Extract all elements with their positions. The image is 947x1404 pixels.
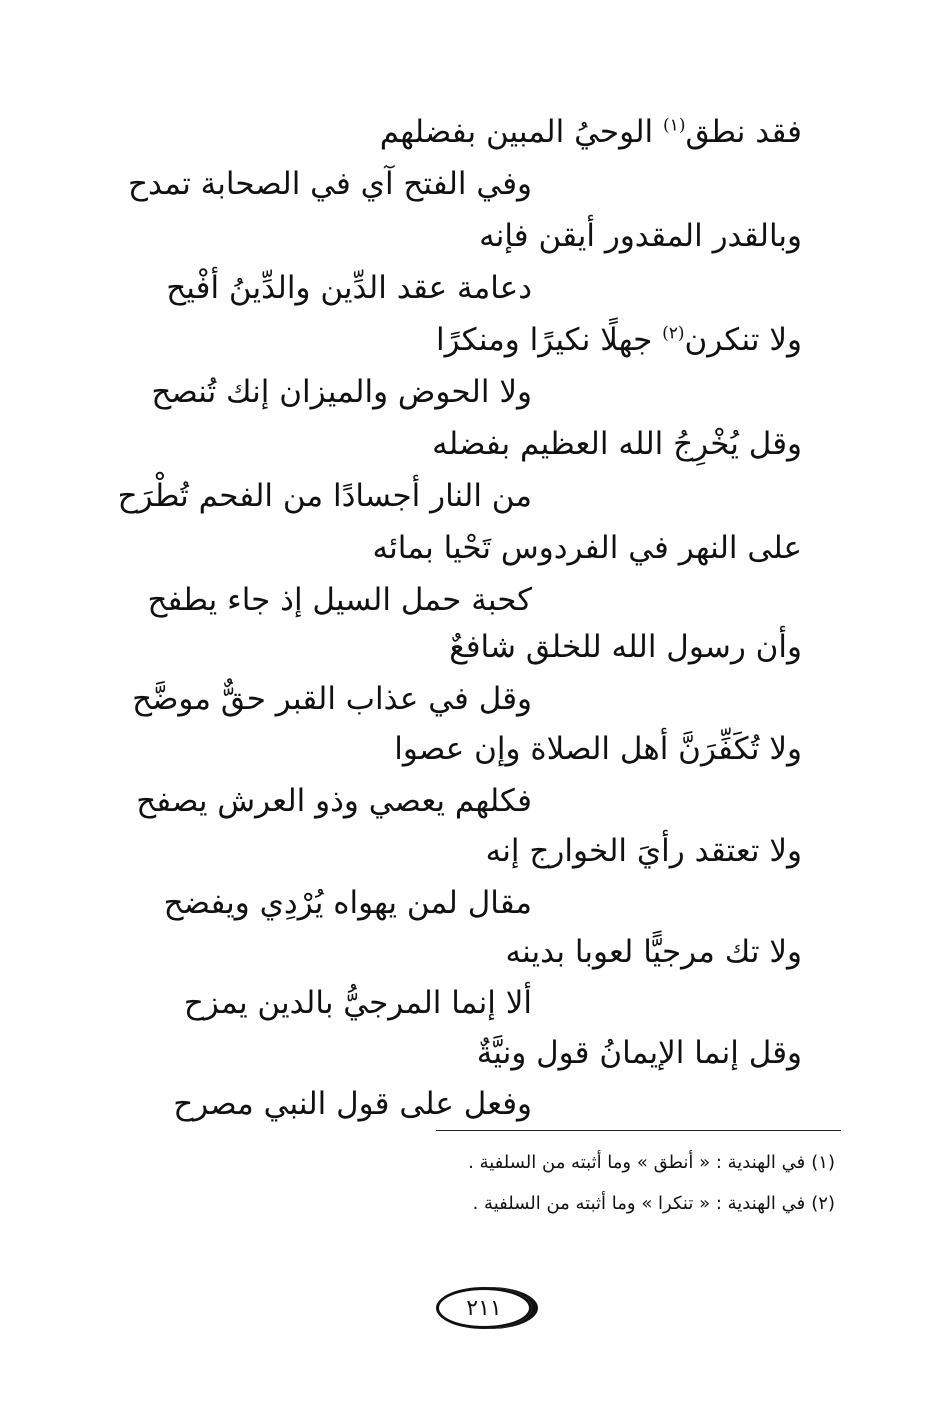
verse-line-4 [166, 268, 532, 308]
verse-text: وفي الفتح آي في الصحابة تمدح [127, 166, 532, 202]
footnote-1 [468, 1150, 835, 1176]
verse-text: ولا تك مرجيًّا لعوبا بدينه [505, 934, 802, 970]
verse-line-2 [128, 164, 532, 204]
verse-text: كحبة حمل السيل إذ جاء يطفح [147, 582, 532, 618]
verse-line-10 [148, 580, 532, 620]
footnote-marker-1: (١) [663, 115, 686, 136]
footnote-divider [436, 1130, 841, 1131]
footnote-text: في الهندية : « تنكرا » وما أثبته من السلفية . [472, 1193, 806, 1214]
verse-line-5 [436, 320, 802, 360]
verse-text: وقل إنما الإيمانُ قول ونيَّةٌ [476, 1035, 802, 1071]
verse-text: فقد نطق [685, 114, 802, 150]
verse-line-16 [164, 883, 532, 923]
verse-line-6 [151, 372, 532, 412]
verse-text: فكلهم يعصي وذو العرش يصفح [136, 783, 532, 819]
verse-line-19 [477, 1033, 802, 1073]
verse-line-13 [394, 729, 802, 769]
verse-text: على النهر في الفردوس تَحْيا بمائه [372, 530, 802, 566]
verse-text: جهلًا نكيرًا ومنكرًا [435, 322, 653, 358]
footnote-number: (٢) [811, 1193, 835, 1214]
verse-text: وأن رسول الله للخلق شافعٌ [449, 629, 802, 665]
verse-line-17 [506, 932, 802, 972]
verse-text: مقال لمن يهواه يُرْدِي ويفضح [163, 885, 532, 921]
verse-line-20 [173, 1084, 532, 1124]
verse-text: ولا تنكرن [684, 322, 802, 358]
verse-text: ولا الحوض والميزان إنك تُنصح [151, 374, 532, 410]
page-number: ٢١١ [466, 1295, 502, 1321]
footnote-2 [473, 1191, 835, 1217]
verse-text: الوحيُ المبين بفضلهم [379, 114, 654, 150]
footnote-marker-2: (٢) [662, 323, 685, 344]
verse-text: دعامة عقد الدِّين والدِّينُ أفْيح [166, 270, 532, 306]
verse-text: ألا إنما المرجيُّ بالدين يمزح [183, 985, 532, 1021]
verse-line-9 [373, 528, 802, 568]
verse-line-1 [380, 112, 802, 152]
verse-text: وقل في عذاب القبر حقٌّ موضَّح [132, 681, 532, 717]
verse-line-11 [449, 627, 802, 667]
verse-text: وبالقدر المقدور أيقن فإنه [479, 218, 802, 254]
verse-line-8 [118, 476, 532, 516]
verse-line-7 [432, 424, 802, 464]
page-number-badge [436, 1287, 532, 1329]
verse-line-18 [184, 983, 532, 1023]
verse-text: ولا تُكَفِّرَنَّ أهل الصلاة وإن عصوا [394, 731, 802, 767]
verse-text: وقل يُخْرِجُ الله العظيم بفضله [432, 426, 802, 462]
verse-text: ولا تعتقد رأيَ الخوارج إنه [485, 833, 802, 869]
footnote-number: (١) [811, 1152, 835, 1173]
verse-text: من النار أجسادًا من الفحم تُطْرَح [117, 478, 532, 514]
footnote-text: في الهندية : « أنطق » وما أثبته من السلفية . [468, 1152, 806, 1173]
verse-line-15 [486, 831, 802, 871]
verse-line-12 [132, 679, 532, 719]
verse-line-3 [479, 216, 802, 256]
verse-line-14 [136, 781, 532, 821]
verse-text: وفعل على قول النبي مصرح [173, 1086, 532, 1122]
